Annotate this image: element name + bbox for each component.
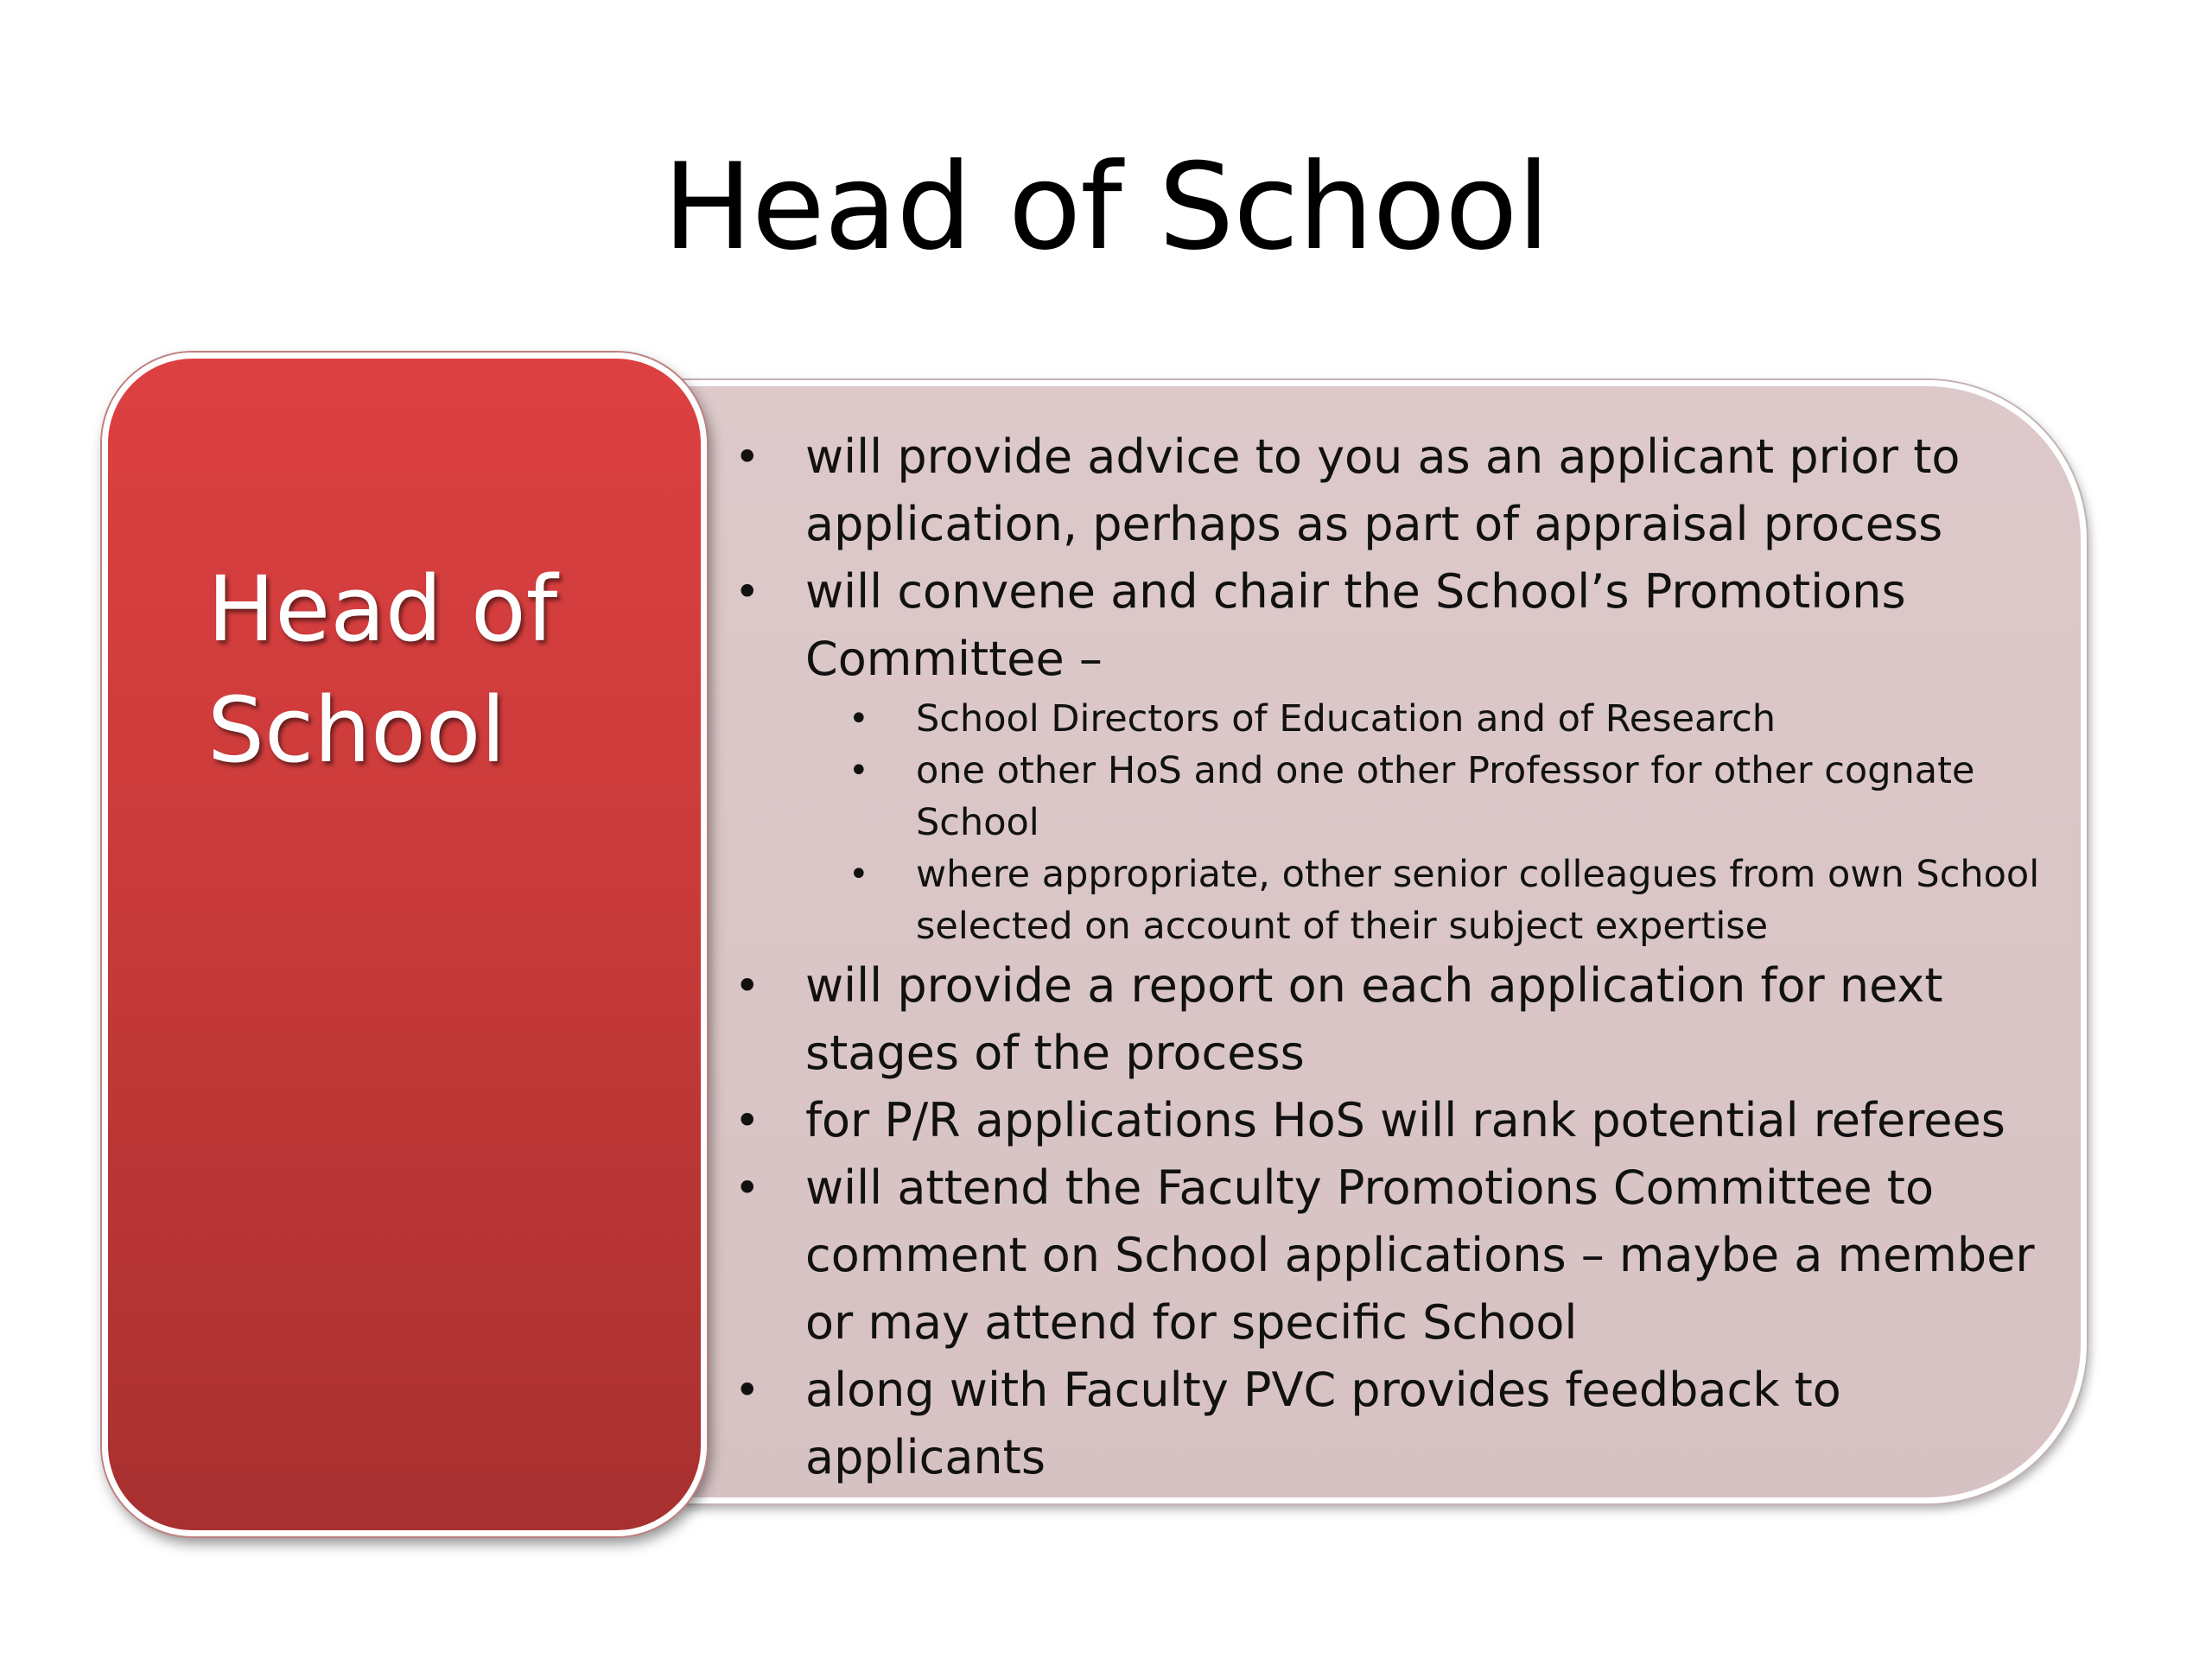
bullet-text: will provide a report on each application for next stages of the process <box>805 958 1943 1080</box>
sub-bullet-text: one other HoS and one other Professor for other cognate School <box>916 749 1975 844</box>
bullet-item <box>717 1154 2065 1357</box>
bullet-item <box>717 1087 2065 1154</box>
bullet-dot: • <box>734 1096 760 1146</box>
label-text <box>207 549 691 791</box>
sub-bullet-list <box>805 693 2065 952</box>
bullet-text: will convene and chair the School’s Promotions Committee – <box>805 564 1906 686</box>
label-box <box>102 353 707 1536</box>
bullet-item <box>717 558 2065 952</box>
sub-bullet-item <box>717 849 2065 952</box>
bullet-list <box>717 423 2065 1491</box>
bullet-item <box>717 1357 2065 1491</box>
bullet-text: for P/R applications HoS will rank potential referees <box>805 1093 2005 1147</box>
sub-bullet-dot: • <box>849 855 869 894</box>
sub-bullet-text: School Directors of Education and of Research <box>916 697 1777 741</box>
bullet-item <box>717 423 2065 558</box>
sub-bullet-item <box>717 693 2065 745</box>
bullet-text: along with Faculty PVC provides feedback to applicants <box>805 1363 1841 1484</box>
slide-title: Head of School <box>663 137 1549 276</box>
bullet-text: will provide advice to you as an applicant prior to application, perhaps as part of appraisal process <box>805 429 1961 551</box>
sub-bullet-dot: • <box>849 699 869 739</box>
label-line-2: School <box>207 677 506 783</box>
sub-bullet-dot: • <box>849 751 869 791</box>
bullet-dot: • <box>734 432 760 482</box>
bullet-dot: • <box>734 1365 760 1415</box>
bullet-dot: • <box>734 961 760 1011</box>
bullet-dot: • <box>734 1163 760 1213</box>
sub-bullet-text: where appropriate, other senior colleagues from own School selected on account of their subject expertise <box>916 853 2040 948</box>
bullet-dot: • <box>734 567 760 617</box>
bullet-text: will attend the Faculty Promotions Committee to comment on School applications – maybe a member or may attend for specific School <box>805 1160 2035 1350</box>
label-line-1: Head of <box>207 556 558 662</box>
sub-bullet-item <box>717 745 2065 849</box>
bullet-item <box>717 952 2065 1087</box>
